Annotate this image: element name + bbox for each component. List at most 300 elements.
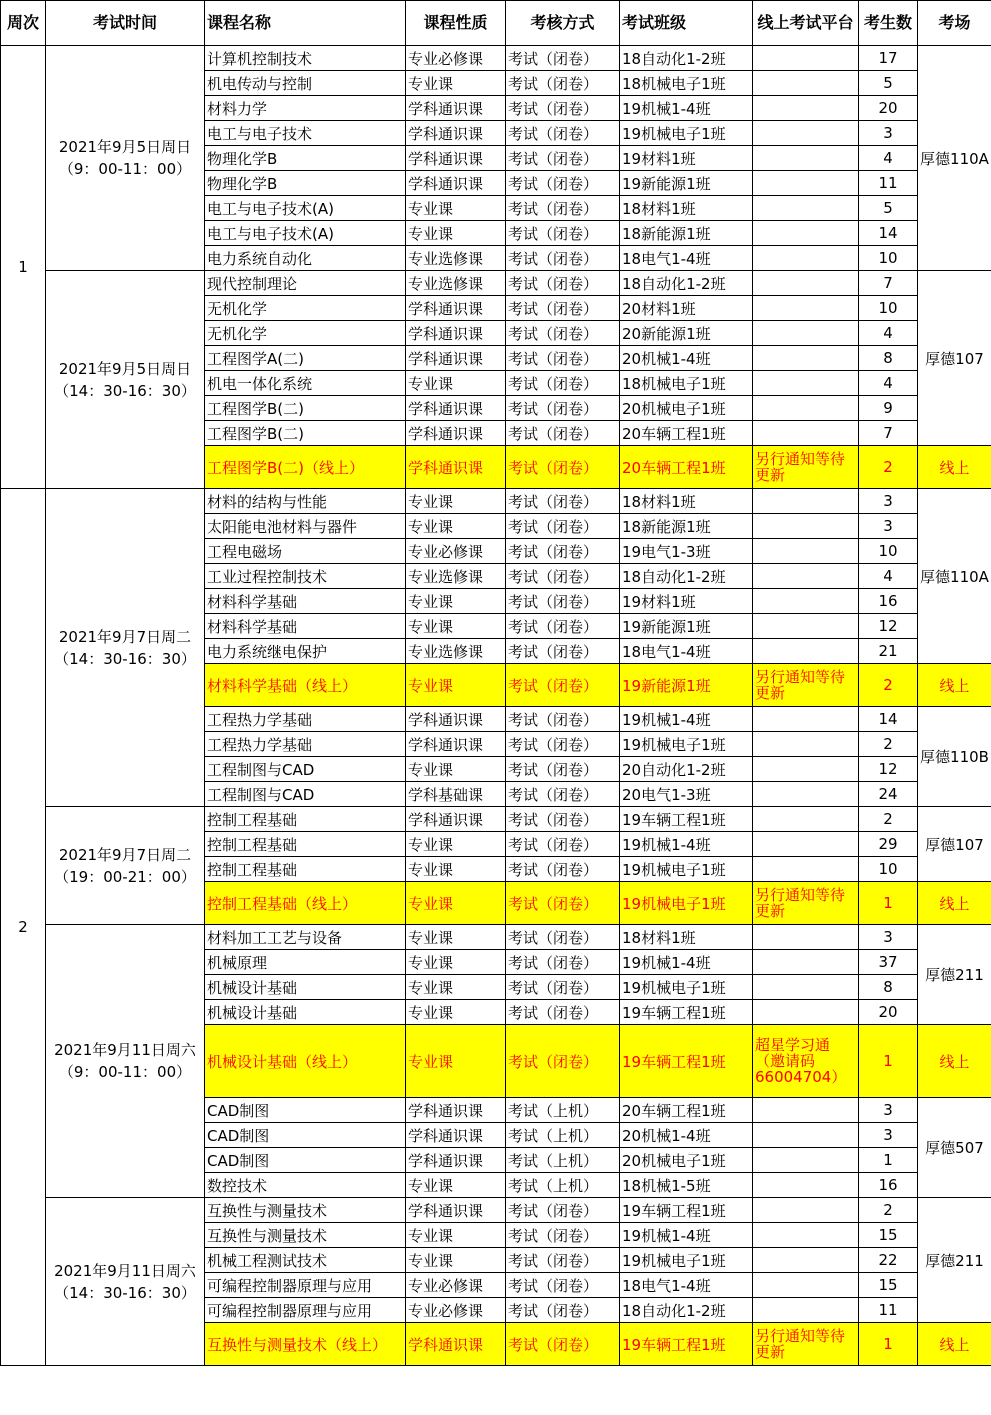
exam-room-cell: 厚德110B: [918, 707, 991, 807]
online-platform-cell: [753, 1148, 859, 1173]
online-platform-cell: [753, 1298, 859, 1323]
header-room: 考场: [918, 1, 991, 46]
exam-method-cell: 考试（闭卷）: [506, 221, 620, 246]
exam-method-cell: 考试（闭卷）: [506, 1248, 620, 1273]
exam-class-cell: 19车辆工程1班: [620, 1323, 753, 1366]
course-name-cell: 机电传动与控制: [205, 71, 406, 96]
student-count-cell: 3: [859, 1123, 918, 1148]
exam-class-cell: 20车辆工程1班: [620, 1098, 753, 1123]
exam-class-cell: 19机械1-4班: [620, 96, 753, 121]
student-count-cell: 1: [859, 1025, 918, 1098]
header-count: 考生数: [859, 1, 918, 46]
course-nature-cell: 学科通识课: [406, 807, 506, 832]
course-name-cell: 工程电磁场: [205, 539, 406, 564]
course-nature-cell: 专业必修课: [406, 539, 506, 564]
course-nature-cell: 学科通识课: [406, 146, 506, 171]
course-name-cell: 材料的结构与性能: [205, 489, 406, 514]
course-name-cell: 数控技术: [205, 1173, 406, 1198]
online-platform-cell: [753, 296, 859, 321]
course-name-cell: 机械原理: [205, 950, 406, 975]
course-name-cell: 现代控制理论: [205, 271, 406, 296]
exam-method-cell: 考试（闭卷）: [506, 782, 620, 807]
course-name-cell: 物理化学B: [205, 171, 406, 196]
course-name-cell: 材料科学基础: [205, 614, 406, 639]
table-row: [1, 46, 991, 71]
course-name-cell: 无机化学: [205, 321, 406, 346]
course-name-cell: CAD制图: [205, 1123, 406, 1148]
student-count-cell: 7: [859, 421, 918, 446]
table-row: [1, 925, 991, 950]
course-nature-cell: 专业课: [406, 1173, 506, 1198]
course-nature-cell: 学科通识课: [406, 707, 506, 732]
exam-date: 2021年9月11日周六: [54, 1041, 196, 1059]
exam-room-cell: 厚德507: [918, 1098, 991, 1198]
exam-class-cell: 18机械电子1班: [620, 71, 753, 96]
exam-room-cell: 厚德107: [918, 271, 991, 446]
exam-class-cell: 19车辆工程1班: [620, 1000, 753, 1025]
student-count-cell: 14: [859, 707, 918, 732]
course-nature-cell: 专业课: [406, 589, 506, 614]
course-name-cell: 可编程控制器原理与应用: [205, 1273, 406, 1298]
student-count-cell: 3: [859, 489, 918, 514]
course-name-cell: 电工与电子技术: [205, 121, 406, 146]
course-name-cell: 工程图学B(二): [205, 396, 406, 421]
exam-room-cell: 线上: [918, 446, 991, 489]
online-platform-cell: [753, 371, 859, 396]
online-platform-cell: [753, 96, 859, 121]
course-nature-cell: 专业选修课: [406, 246, 506, 271]
exam-method-cell: 考试（闭卷）: [506, 639, 620, 664]
course-nature-cell: 专业课: [406, 371, 506, 396]
course-nature-cell: 学科通识课: [406, 96, 506, 121]
exam-class-cell: 20机械1-4班: [620, 1123, 753, 1148]
online-platform-cell: [753, 271, 859, 296]
student-count-cell: 2: [859, 807, 918, 832]
course-name-cell: 工程图学B(二)（线上）: [205, 446, 406, 489]
exam-time-range: （14：30-16：30）: [54, 1283, 196, 1302]
course-nature-cell: 学科通识课: [406, 1198, 506, 1223]
exam-method-cell: 考试（闭卷）: [506, 975, 620, 1000]
course-nature-cell: 专业课: [406, 1248, 506, 1273]
exam-method-cell: 考试（上机）: [506, 1148, 620, 1173]
online-platform-cell: [753, 171, 859, 196]
exam-class-cell: 18电气1-4班: [620, 1273, 753, 1298]
student-count-cell: 29: [859, 832, 918, 857]
course-name-cell: 工程制图与CAD: [205, 757, 406, 782]
exam-class-cell: 18材料1班: [620, 196, 753, 221]
exam-room-cell: 厚德211: [918, 925, 991, 1025]
online-platform-cell: [753, 589, 859, 614]
student-count-cell: 11: [859, 171, 918, 196]
online-platform-cell: 另行通知等待更新: [753, 1323, 859, 1366]
exam-class-cell: 19机械电子1班: [620, 732, 753, 757]
course-nature-cell: 专业课: [406, 1025, 506, 1098]
exam-time-cell: [46, 489, 205, 807]
online-platform-cell: [753, 1248, 859, 1273]
exam-class-cell: 19机械1-4班: [620, 707, 753, 732]
exam-method-cell: 考试（闭卷）: [506, 346, 620, 371]
course-name-cell: 机械设计基础: [205, 975, 406, 1000]
exam-class-cell: 20机械电子1班: [620, 396, 753, 421]
course-nature-cell: 学科通识课: [406, 446, 506, 489]
course-name-cell: 机电一体化系统: [205, 371, 406, 396]
course-name-cell: 控制工程基础: [205, 832, 406, 857]
exam-class-cell: 18电气1-4班: [620, 639, 753, 664]
exam-class-cell: 19材料1班: [620, 146, 753, 171]
exam-time-cell: [46, 1198, 205, 1366]
exam-class-cell: 19新能源1班: [620, 664, 753, 707]
table-body: [1, 46, 991, 1366]
exam-method-cell: 考试（闭卷）: [506, 614, 620, 639]
student-count-cell: 5: [859, 196, 918, 221]
exam-method-cell: 考试（闭卷）: [506, 514, 620, 539]
exam-date: 2021年9月5日周日: [58, 138, 192, 156]
online-platform-cell: [753, 489, 859, 514]
exam-class-cell: 18材料1班: [620, 925, 753, 950]
course-name-cell: 工程热力学基础: [205, 732, 406, 757]
student-count-cell: 4: [859, 371, 918, 396]
exam-method-cell: 考试（闭卷）: [506, 96, 620, 121]
online-platform-cell: [753, 246, 859, 271]
exam-method-cell: 考试（闭卷）: [506, 564, 620, 589]
online-platform-cell: [753, 396, 859, 421]
exam-class-cell: 19车辆工程1班: [620, 807, 753, 832]
student-count-cell: 12: [859, 614, 918, 639]
exam-method-cell: 考试（闭卷）: [506, 121, 620, 146]
exam-class-cell: 19材料1班: [620, 589, 753, 614]
student-count-cell: 10: [859, 296, 918, 321]
student-count-cell: 15: [859, 1273, 918, 1298]
exam-room-cell: 厚德110A: [918, 489, 991, 664]
course-name-cell: 机械工程测试技术: [205, 1248, 406, 1273]
exam-method-cell: 考试（闭卷）: [506, 1025, 620, 1098]
course-nature-cell: 专业课: [406, 489, 506, 514]
online-platform-cell: [753, 71, 859, 96]
exam-time-cell: [46, 925, 205, 1198]
course-nature-cell: 专业课: [406, 975, 506, 1000]
course-nature-cell: 学科通识课: [406, 396, 506, 421]
student-count-cell: 8: [859, 346, 918, 371]
student-count-cell: 4: [859, 564, 918, 589]
online-platform-cell: [753, 46, 859, 71]
online-platform-cell: [753, 782, 859, 807]
course-name-cell: 控制工程基础: [205, 857, 406, 882]
course-name-cell: 无机化学: [205, 296, 406, 321]
course-nature-cell: 学科基础课: [406, 782, 506, 807]
course-name-cell: 电工与电子技术(A): [205, 221, 406, 246]
course-name-cell: 工程制图与CAD: [205, 782, 406, 807]
course-nature-cell: 专业必修课: [406, 1298, 506, 1323]
exam-class-cell: 19车辆工程1班: [620, 1025, 753, 1098]
header-week: 周次: [1, 1, 46, 46]
online-platform-cell: [753, 196, 859, 221]
student-count-cell: 11: [859, 1298, 918, 1323]
course-name-cell: 机械设计基础: [205, 1000, 406, 1025]
header-platform: 线上考试平台: [753, 1, 859, 46]
exam-class-cell: 18自动化1-2班: [620, 46, 753, 71]
exam-room-cell: 厚德110A: [918, 46, 991, 271]
online-platform-cell: [753, 639, 859, 664]
online-platform-cell: [753, 321, 859, 346]
header-class: 考试班级: [620, 1, 753, 46]
student-count-cell: 37: [859, 950, 918, 975]
course-nature-cell: 学科通识课: [406, 1098, 506, 1123]
student-count-cell: 16: [859, 1173, 918, 1198]
header-time: 考试时间: [46, 1, 205, 46]
exam-class-cell: 18新能源1班: [620, 221, 753, 246]
exam-room-cell: 线上: [918, 882, 991, 925]
online-platform-cell: 超星学习通（邀请码66004704）: [753, 1025, 859, 1098]
student-count-cell: 1: [859, 882, 918, 925]
course-name-cell: 物理化学B: [205, 146, 406, 171]
exam-method-cell: 考试（闭卷）: [506, 321, 620, 346]
course-nature-cell: 学科通识课: [406, 732, 506, 757]
table-row: [1, 489, 991, 514]
online-platform-cell: 另行通知等待更新: [753, 446, 859, 489]
exam-class-cell: 19车辆工程1班: [620, 1198, 753, 1223]
student-count-cell: 3: [859, 925, 918, 950]
exam-class-cell: 18自动化1-2班: [620, 1298, 753, 1323]
course-nature-cell: 专业选修课: [406, 271, 506, 296]
exam-method-cell: 考试（闭卷）: [506, 171, 620, 196]
course-name-cell: CAD制图: [205, 1148, 406, 1173]
course-nature-cell: 专业课: [406, 514, 506, 539]
exam-method-cell: 考试（闭卷）: [506, 539, 620, 564]
course-name-cell: 工业过程控制技术: [205, 564, 406, 589]
course-nature-cell: 学科通识课: [406, 121, 506, 146]
exam-room-cell: 线上: [918, 1323, 991, 1366]
exam-time-cell: [46, 271, 205, 489]
course-name-cell: 机械设计基础（线上）: [205, 1025, 406, 1098]
exam-class-cell: 18新能源1班: [620, 514, 753, 539]
online-platform-cell: [753, 421, 859, 446]
course-nature-cell: 专业课: [406, 832, 506, 857]
course-nature-cell: 专业必修课: [406, 1273, 506, 1298]
exam-time-range: （9：00-11：00）: [58, 1063, 192, 1081]
exam-method-cell: 考试（上机）: [506, 1123, 620, 1148]
student-count-cell: 4: [859, 146, 918, 171]
exam-method-cell: 考试（闭卷）: [506, 664, 620, 707]
exam-method-cell: 考试（上机）: [506, 1098, 620, 1123]
table-row: [1, 807, 991, 832]
course-name-cell: 电力系统自动化: [205, 246, 406, 271]
exam-method-cell: 考试（闭卷）: [506, 296, 620, 321]
exam-class-cell: 19电气1-3班: [620, 539, 753, 564]
course-nature-cell: 学科通识课: [406, 1323, 506, 1366]
exam-room-cell: 线上: [918, 664, 991, 707]
exam-method-cell: 考试（闭卷）: [506, 196, 620, 221]
exam-time-cell: [46, 46, 205, 271]
course-name-cell: CAD制图: [205, 1098, 406, 1123]
exam-time-cell: [46, 807, 205, 925]
course-name-cell: 可编程控制器原理与应用: [205, 1298, 406, 1323]
course-name-cell: 材料科学基础（线上）: [205, 664, 406, 707]
exam-class-cell: 19新能源1班: [620, 171, 753, 196]
course-name-cell: 材料科学基础: [205, 589, 406, 614]
course-name-cell: 控制工程基础: [205, 807, 406, 832]
exam-class-cell: 19机械1-4班: [620, 1223, 753, 1248]
course-nature-cell: 专业课: [406, 614, 506, 639]
online-platform-cell: [753, 1098, 859, 1123]
course-nature-cell: 专业选修课: [406, 639, 506, 664]
exam-room-cell: 线上: [918, 1025, 991, 1098]
online-platform-cell: [753, 539, 859, 564]
week-cell: 1: [1, 46, 46, 489]
student-count-cell: 8: [859, 975, 918, 1000]
online-platform-cell: [753, 121, 859, 146]
online-platform-cell: [753, 221, 859, 246]
course-name-cell: 工程图学A(二): [205, 346, 406, 371]
online-platform-cell: 另行通知等待更新: [753, 882, 859, 925]
online-platform-cell: [753, 614, 859, 639]
exam-method-cell: 考试（闭卷）: [506, 1198, 620, 1223]
exam-method-cell: 考试（闭卷）: [506, 421, 620, 446]
student-count-cell: 2: [859, 664, 918, 707]
header-course: 课程名称: [205, 1, 406, 46]
online-platform-cell: [753, 1000, 859, 1025]
header-nature: 课程性质: [406, 1, 506, 46]
student-count-cell: 3: [859, 1098, 918, 1123]
course-name-cell: 互换性与测量技术（线上）: [205, 1323, 406, 1366]
student-count-cell: 21: [859, 639, 918, 664]
exam-date: 2021年9月7日周二: [58, 845, 192, 864]
exam-time-range: （14：30-16：30）: [54, 381, 196, 400]
exam-method-cell: 考试（上机）: [506, 1173, 620, 1198]
student-count-cell: 4: [859, 321, 918, 346]
exam-class-cell: 19新能源1班: [620, 614, 753, 639]
exam-time-range: （9：00-11：00）: [58, 160, 192, 178]
student-count-cell: 2: [859, 732, 918, 757]
exam-class-cell: 18机械电子1班: [620, 371, 753, 396]
exam-class-cell: 19机械1-4班: [620, 950, 753, 975]
exam-class-cell: 20机械电子1班: [620, 1148, 753, 1173]
week-cell: 2: [1, 489, 46, 1366]
exam-class-cell: 20新能源1班: [620, 321, 753, 346]
exam-class-cell: 18自动化1-2班: [620, 564, 753, 589]
student-count-cell: 12: [859, 757, 918, 782]
exam-class-cell: 20材料1班: [620, 296, 753, 321]
exam-time-range: （19：00-21：00）: [54, 867, 196, 886]
exam-class-cell: 20电气1-3班: [620, 782, 753, 807]
exam-method-cell: 考试（闭卷）: [506, 1323, 620, 1366]
exam-method-cell: 考试（闭卷）: [506, 396, 620, 421]
course-nature-cell: 学科通识课: [406, 321, 506, 346]
exam-method-cell: 考试（闭卷）: [506, 1000, 620, 1025]
exam-method-cell: 考试（闭卷）: [506, 707, 620, 732]
exam-room-cell: 厚德107: [918, 807, 991, 882]
online-platform-cell: [753, 707, 859, 732]
student-count-cell: 20: [859, 96, 918, 121]
online-platform-cell: [753, 732, 859, 757]
student-count-cell: 17: [859, 46, 918, 71]
online-platform-cell: [753, 757, 859, 782]
exam-time-range: （14：30-16：30）: [54, 649, 196, 668]
exam-method-cell: 考试（闭卷）: [506, 46, 620, 71]
exam-method-cell: 考试（闭卷）: [506, 1298, 620, 1323]
student-count-cell: 1: [859, 1148, 918, 1173]
exam-class-cell: 18机械1-5班: [620, 1173, 753, 1198]
online-platform-cell: [753, 1173, 859, 1198]
exam-method-cell: 考试（闭卷）: [506, 857, 620, 882]
course-name-cell: 互换性与测量技术: [205, 1223, 406, 1248]
student-count-cell: 14: [859, 221, 918, 246]
exam-class-cell: 19机械1-4班: [620, 832, 753, 857]
exam-method-cell: 考试（闭卷）: [506, 446, 620, 489]
table-row: [1, 271, 991, 296]
exam-class-cell: 19机械电子1班: [620, 857, 753, 882]
student-count-cell: 3: [859, 514, 918, 539]
exam-method-cell: 考试（闭卷）: [506, 757, 620, 782]
student-count-cell: 10: [859, 246, 918, 271]
online-platform-cell: [753, 1223, 859, 1248]
exam-date: 2021年9月11日周六: [54, 1261, 196, 1280]
exam-method-cell: 考试（闭卷）: [506, 1273, 620, 1298]
course-nature-cell: 专业课: [406, 1223, 506, 1248]
student-count-cell: 10: [859, 539, 918, 564]
exam-room-cell: 厚德211: [918, 1198, 991, 1323]
online-platform-cell: [753, 1273, 859, 1298]
exam-method-cell: 考试（闭卷）: [506, 71, 620, 96]
exam-method-cell: 考试（闭卷）: [506, 807, 620, 832]
course-nature-cell: 专业课: [406, 1000, 506, 1025]
exam-method-cell: 考试（闭卷）: [506, 950, 620, 975]
online-platform-cell: [753, 514, 859, 539]
exam-method-cell: 考试（闭卷）: [506, 371, 620, 396]
exam-class-cell: 20车辆工程1班: [620, 446, 753, 489]
student-count-cell: 2: [859, 1198, 918, 1223]
course-nature-cell: 学科通识课: [406, 296, 506, 321]
exam-date: 2021年9月7日周二: [58, 627, 192, 646]
course-nature-cell: 专业选修课: [406, 564, 506, 589]
course-name-cell: 材料加工工艺与设备: [205, 925, 406, 950]
course-nature-cell: 学科通识课: [406, 346, 506, 371]
student-count-cell: 20: [859, 1000, 918, 1025]
course-nature-cell: 专业课: [406, 882, 506, 925]
exam-method-cell: 考试（闭卷）: [506, 882, 620, 925]
exam-class-cell: 20车辆工程1班: [620, 421, 753, 446]
student-count-cell: 5: [859, 71, 918, 96]
course-nature-cell: 专业课: [406, 950, 506, 975]
course-name-cell: 太阳能电池材料与器件: [205, 514, 406, 539]
exam-class-cell: 18电气1-4班: [620, 246, 753, 271]
exam-method-cell: 考试（闭卷）: [506, 146, 620, 171]
exam-class-cell: 18自动化1-2班: [620, 271, 753, 296]
course-name-cell: 电工与电子技术(A): [205, 196, 406, 221]
student-count-cell: 24: [859, 782, 918, 807]
online-platform-cell: [753, 346, 859, 371]
exam-method-cell: 考试（闭卷）: [506, 489, 620, 514]
course-name-cell: 互换性与测量技术: [205, 1198, 406, 1223]
course-name-cell: 控制工程基础（线上）: [205, 882, 406, 925]
course-name-cell: 电力系统继电保护: [205, 639, 406, 664]
exam-method-cell: 考试（闭卷）: [506, 925, 620, 950]
course-nature-cell: 专业课: [406, 664, 506, 707]
header-method: 考核方式: [506, 1, 620, 46]
exam-class-cell: 19机械电子1班: [620, 121, 753, 146]
online-platform-cell: [753, 950, 859, 975]
exam-class-cell: 19机械电子1班: [620, 882, 753, 925]
course-name-cell: 工程图学B(二): [205, 421, 406, 446]
course-nature-cell: 专业课: [406, 196, 506, 221]
exam-class-cell: 20自动化1-2班: [620, 757, 753, 782]
online-platform-cell: [753, 857, 859, 882]
online-platform-cell: [753, 146, 859, 171]
online-platform-cell: [753, 807, 859, 832]
student-count-cell: 15: [859, 1223, 918, 1248]
exam-method-cell: 考试（闭卷）: [506, 246, 620, 271]
student-count-cell: 2: [859, 446, 918, 489]
course-name-cell: 计算机控制技术: [205, 46, 406, 71]
